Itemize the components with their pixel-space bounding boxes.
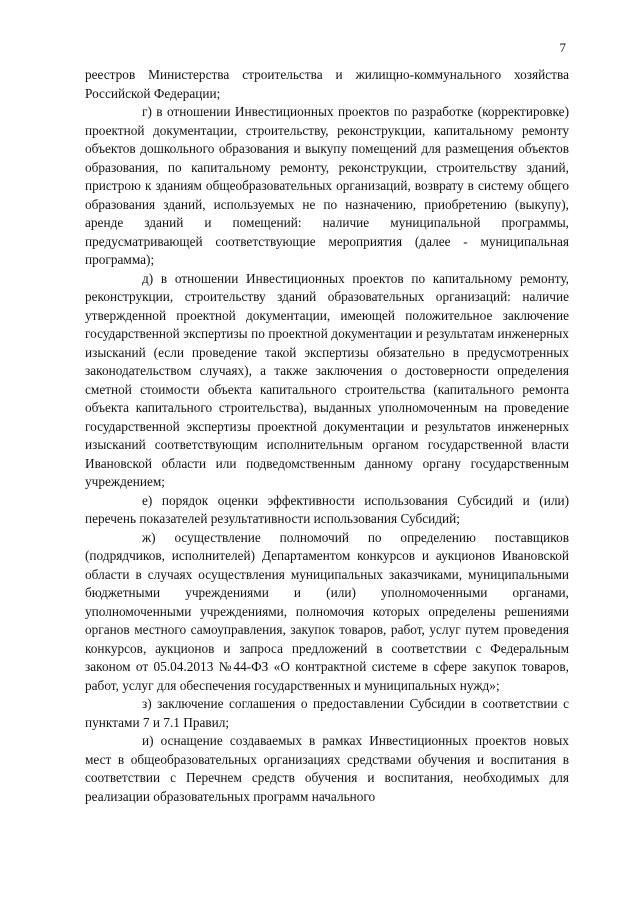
paragraph-item-z: з) заключение соглашения о предоставлении Субсидии в соответствии с пунктами 7 и 7.1 Правил; xyxy=(85,696,569,730)
paragraph-item-d: д) в отношении Инвестиционных проектов по капитальному ремонту, реконструкции, строительству зданий образовательных организаций: наличие утвержденной проектной документации, имеющей положительное заключение государственной экспертизы по проектной документации и результатам инженерных изысканий (если проведение такой экспертизы обязательно в предусмотренных законодательством случаях), а также заключения о достоверности определения сметной стоимости объекта капитального строительства (капитального ремонта объекта капитального строительства), выданных уполномоченным на проведение государственной экспертизы проектной документации и результатов инженерных изысканий соответствующим исполнительным органом государственной власти Ивановской области или подведомственным данному органу государственным учреждением; xyxy=(85,270,569,489)
paragraph-item-i: и) оснащение создаваемых в рамках Инвестиционных проектов новых мест в общеобразовательных организациях средствами обучения и воспитания в соответствии с Перечнем средств обучения и воспитания, необходимых для реализации образовательных программ начального xyxy=(85,733,569,804)
paragraph-registry-continuation: реестров Министерства строительства и жилищно-коммунального хозяйства Российской Федерации; xyxy=(85,67,569,101)
document-body xyxy=(85,66,569,806)
paragraph-item-e: е) порядок оценки эффективности использования Субсидий и (или) перечень показателей результативности использования Субсидий; xyxy=(85,492,569,526)
page-number: 7 xyxy=(559,40,566,55)
paragraph-item-g: г) в отношении Инвестиционных проектов по разработке (корректировке) проектной документации, строительству, реконструкции, капитальному ремонту объектов дошкольного образования и выкупу помещений для размещения объектов образования, по капитальному ремонту, реконструкции, строительству зданий, пристрою к зданиям общеобразовательных организаций, возврату в систему общего образования зданий, используемых не по назначению, приобретению (выкупу), аренде зданий и помещений: наличие муниципальной программы, предусматривающей соответствующие мероприятия (далее - муниципальная программа); xyxy=(85,104,569,267)
paragraph-item-zh: ж) осуществление полномочий по определению поставщиков (подрядчиков, исполнителей) Департаментом конкурсов и аукционов Ивановской области в случаях осуществления муниципальных заказчиками, муниципальными бюджетными учреждениями и (или) уполномоченными органами, уполномоченными учреждениями, полномочия которых определены решениями органов местного самоуправления, закупок товаров, работ, услуг путем проведения конкурсов, аукционов и запроса предложений в соответствии с Федеральным законом от 05.04.2013 №44-ФЗ «О контрактной системе в сфере закупок товаров, работ, услуг для обеспечения государственных и муниципальных нужд»; xyxy=(85,529,569,693)
